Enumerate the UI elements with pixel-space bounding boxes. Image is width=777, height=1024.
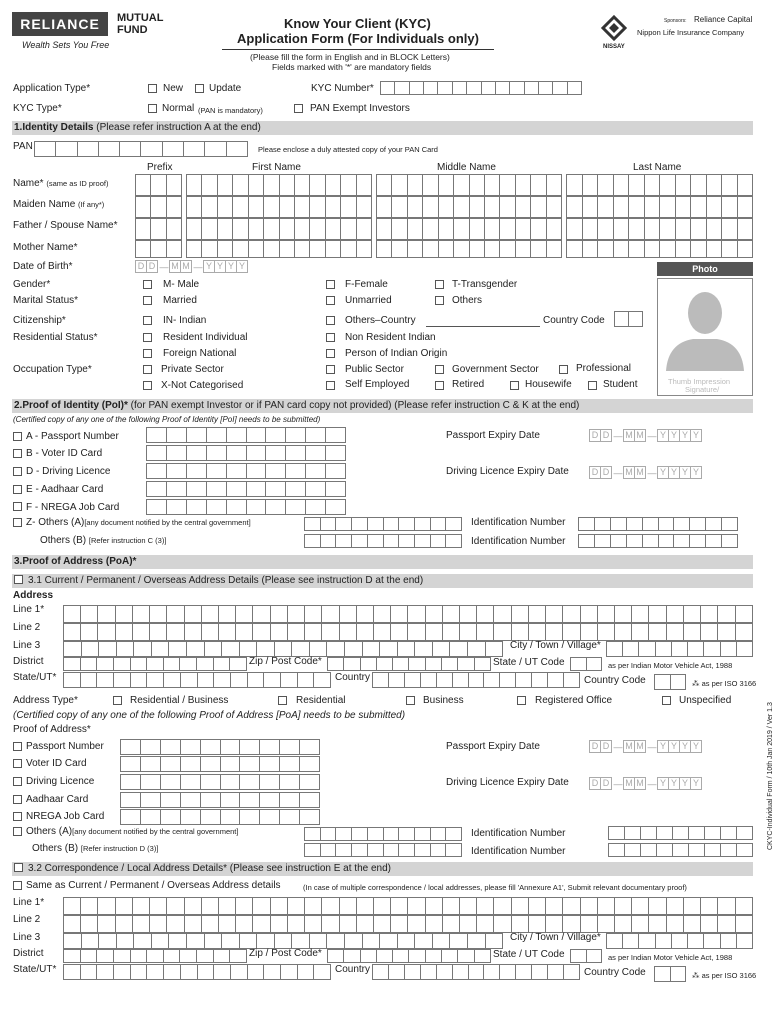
married-checkbox[interactable] [143,296,152,305]
poi-passport-input[interactable] [146,427,346,443]
poa-nrega-input[interactable] [120,809,320,825]
poa-id-number-2-label: Identification Number [471,846,566,857]
poa-dl-checkbox[interactable] [13,777,22,786]
retired-checkbox[interactable] [435,381,444,390]
poi-dl-m1: M [623,466,635,479]
public-sector-label: Public Sector [345,364,404,375]
residential-label: Residential Status* [13,332,98,343]
res-bus-checkbox[interactable] [113,696,122,705]
signature-text: Signature/ [685,385,720,394]
poi-dl-y1: Y [657,466,669,479]
female-label: F-Female [345,279,388,290]
maiden-label-text: Maiden Name [13,199,76,210]
iso-note-text: as per ISO 3166 [701,679,757,688]
poi-others-b-note: [Refer instruction C (3)] [88,536,167,545]
poi-dl-label: D - Driving Licence [26,466,111,477]
reg-office-checkbox[interactable] [517,696,526,705]
kyc-number-label: KYC Number* [311,83,374,94]
father-last-input[interactable] [566,218,753,240]
state-label: State/UT* [13,672,57,683]
res-label: Residential [296,695,346,706]
poa-label: Proof of Address* [13,724,91,735]
new-label: New [163,83,184,94]
others-country-checkbox[interactable] [326,316,335,325]
poi-dl-d1: D [589,466,601,479]
poi-dl-expiry-label: Driving Licence Expiry Date [446,466,569,477]
nri-label: Non Resident Indian [345,332,436,343]
poi-others-a-input[interactable] [304,517,462,531]
dob-m1: M [169,260,181,273]
poa-passport-expiry-label: Passport Expiry Date [446,741,540,752]
poi-passport-expiry-label: Passport Expiry Date [446,430,540,441]
poa-pp-y3: Y [679,740,691,753]
state-input[interactable] [63,672,331,688]
districtb-label: District [13,948,44,959]
stateb-label: State/UT* [13,964,57,975]
section-1-header [12,121,753,135]
poa-voter-label: Voter ID Card [26,758,87,769]
dob-y3: Y [225,260,237,273]
poa-pp-m2: M [634,740,646,753]
first-name-header: First Name [252,162,301,173]
public-sector-checkbox[interactable] [326,365,335,374]
poi-pp-d1: D [589,429,601,442]
line3-input[interactable] [63,641,503,657]
poi-dl-d2: D [600,466,612,479]
line2b-label: Line 2 [13,914,41,925]
father-label: Father / Spouse Name* [13,220,118,231]
poi-others-a-checkbox[interactable] [13,518,22,527]
unmarried-checkbox[interactable] [326,296,335,305]
maiden-note: (If any*) [78,200,105,209]
reg-office-label: Registered Office [535,695,613,706]
state-ut-codeb-input[interactable] [570,949,602,963]
occupation-label: Occupation Type* [13,364,92,375]
self-employed-checkbox[interactable] [326,381,335,390]
res-checkbox[interactable] [278,696,287,705]
line3-label: Line 3 [13,640,41,651]
poi-id-number-label: Identification Number [471,517,566,528]
poa-dl-y3: Y [679,777,691,790]
country-codeb-label: Country Code [584,967,646,978]
zip-label: Zip / Post Code* [249,656,322,667]
iso-note: ⁂ as per ISO 3166 [692,679,757,688]
pan-input[interactable] [34,141,248,157]
male-checkbox[interactable] [143,280,152,289]
poi-others-b-input[interactable] [304,534,462,548]
dob-d1: D [135,260,147,273]
poa-others-b-label [32,843,158,855]
housewife-checkbox[interactable] [510,381,519,390]
foreign-national-checkbox[interactable] [143,349,152,358]
x-not-categorised-label: X-Not Categorised [161,380,244,391]
stateb-input[interactable] [63,964,331,980]
nri-checkbox[interactable] [326,333,335,342]
citizenship-country-code-input[interactable] [614,311,643,327]
name-note: (same as ID proof) [46,179,109,188]
mother-middle-input[interactable] [376,240,562,258]
poa-passport-expiry-input[interactable]: D D — M M — Y Y Y Y [590,740,702,753]
citizenship-label: Citizenship* [13,315,66,326]
section-3-title: 3.Proof of Address (PoA)* [14,556,137,567]
indian-checkbox[interactable] [143,316,152,325]
unspecified-label: Unspecified [679,695,732,706]
same-as-checkbox[interactable] [13,881,22,890]
poi-passport-label: A - Passport Number [26,431,119,442]
indian-label: IN- Indian [163,315,207,326]
poa-others-a-input[interactable] [304,827,462,841]
pio-checkbox[interactable] [326,349,335,358]
poa-nrega-checkbox[interactable] [13,812,22,821]
sponsor-2: Nippon Life Insurance Company [637,28,745,37]
normal-note: (PAN is mandatory) [198,106,263,115]
poi-pp-y3: Y [679,429,691,442]
state-ut-code-label: State / UT Code [493,657,565,668]
tagline: Wealth Sets You Free [22,40,110,50]
retired-label: Retired [452,379,485,390]
resident-individual-checkbox[interactable] [143,333,152,342]
poa-pp-d2: D [600,740,612,753]
poa-aadhaar-checkbox[interactable] [13,795,22,804]
zipb-label: Zip / Post Code* [249,948,322,959]
sub32-title: 3.2 Correspondence / Local Address Details* (Please see instruction E at the end) [28,863,391,874]
cityb-label: City / Town / Village* [510,932,601,943]
same-as-label: Same as Current / Permanent / Overseas Address details [26,880,281,891]
poa-pp-d1: D [589,740,601,753]
poa-id-number-2-input[interactable] [608,843,753,857]
country-label: Country [335,672,371,683]
poi-dl-y2: Y [668,466,680,479]
pan-note: Please enclose a duly attested copy of your PAN Card [258,145,438,154]
country-code-label: Country Code [543,315,605,326]
isob-note: ⁂ as per ISO 3166 [692,971,757,980]
name-middle-input[interactable] [376,174,562,196]
section-3-2-header [12,862,753,876]
line3b-label: Line 3 [13,932,41,943]
district-label: District [13,656,44,667]
poi-id-number-2-label: Identification Number [471,536,566,547]
name-first-input[interactable] [186,174,372,196]
nissay-text: NISSAY [603,44,625,50]
unspecified-checkbox[interactable] [662,696,671,705]
name-label-text: Name* [13,178,44,189]
city-input[interactable] [606,641,753,657]
poa-id-number-input[interactable] [608,826,753,840]
district-input[interactable] [63,657,247,671]
same-as-note: (In case of multiple correspondence / local addresses, please fill 'Annexure A1', Submit relevant documentary proof) [303,883,687,892]
poa-others-b-input[interactable] [304,843,462,857]
line1-label: Line 1* [13,604,45,615]
section-3-header [12,555,753,569]
poa-voter-checkbox[interactable] [13,759,22,768]
poa-others-a-label [26,826,238,838]
poa-passport-input[interactable] [120,739,320,755]
poa-dl-input[interactable] [120,774,320,790]
poi-voter-input[interactable] [146,445,346,461]
line2-label: Line 2 [13,622,41,633]
dob-m2: M [180,260,192,273]
dob-d2: D [146,260,158,273]
poi-pp-y1: Y [657,429,669,442]
maiden-prefix-input[interactable] [135,196,182,218]
section-1-note: (Please refer instruction A at the end) [96,122,261,133]
name-prefix-input[interactable] [135,174,182,196]
maiden-first-input[interactable] [186,196,372,218]
poi-dl-checkbox[interactable] [13,467,22,476]
poi-dl-expiry-input[interactable]: D D — M M — Y Y Y Y [590,466,702,479]
cityb-input[interactable] [606,933,753,949]
poa-others-a-note: [any document notified by the central government] [72,827,239,836]
zip-input[interactable] [327,657,491,671]
poa-passport-label: Passport Number [26,741,104,752]
resident-individual-label: Resident Individual [163,332,248,343]
maiden-last-input[interactable] [566,196,753,218]
isob-note-text: as per ISO 3166 [701,971,757,980]
dob-input[interactable]: D D — M M — Y Y Y Y [136,260,248,273]
poa-dl-label: Driving Licence [26,776,95,787]
line1-input[interactable] [63,605,753,623]
line1b-label: Line 1* [13,897,45,908]
sub32-checkbox[interactable] [14,863,23,872]
professional-checkbox[interactable] [559,365,568,374]
country-codeb-input[interactable] [654,966,686,982]
mother-label: Mother Name* [13,242,78,253]
line1b-input[interactable] [63,897,753,915]
private-sector-label: Private Sector [161,364,224,375]
form-note-1: (Please fill the form in English and in BLOCK Letters) [250,52,450,62]
transgender-checkbox[interactable] [435,280,444,289]
poi-dl-m2: M [634,466,646,479]
poi-nrega-checkbox[interactable] [13,502,22,511]
res-bus-label: Residential / Business [130,695,229,706]
poi-cert-note: (Certified copy of any one of the following Proof of Identity [PoI] needs to be submitted) [13,415,321,424]
addr-type-label: Address Type* [13,695,78,706]
sponsor-label: Sponsors: [664,18,687,24]
poi-others-b-text: Others (B) [40,535,87,546]
foreign-national-label: Foreign National [163,348,237,359]
poi-passport-expiry-input[interactable]: D D — M M — Y Y Y Y [590,429,702,442]
poi-nrega-input[interactable] [146,499,346,515]
country-code-label: Country Code [584,675,646,686]
pan-exempt-label: PAN Exempt Investors [310,103,410,114]
poa-dl-d2: D [600,777,612,790]
kyc-type-label: KYC Type* [13,103,62,114]
bus-checkbox[interactable] [406,696,415,705]
student-checkbox[interactable] [588,381,597,390]
prefix-header: Prefix [147,162,173,173]
sub31-title: 3.1 Current / Permanent / Overseas Address Details (Please see instruction D at the end) [28,575,424,586]
poa-pp-y2: Y [668,740,680,753]
poi-aadhaar-checkbox[interactable] [13,485,22,494]
poi-others-a-text: Z- Others (A) [26,517,85,528]
poi-others-a-note: [any document notified by the central government] [84,518,251,527]
new-checkbox[interactable] [148,84,157,93]
maiden-middle-input[interactable] [376,196,562,218]
housewife-label: Housewife [525,379,572,390]
poa-dl-m2: M [634,777,646,790]
address-label: Address [13,590,54,601]
gender-label: Gender* [13,279,51,290]
others-country-label: Others–Country [345,315,416,326]
poi-voter-label: B - Voter ID Card [26,448,103,459]
poa-dl-d1: D [589,777,601,790]
poa-cert-note: (Certified copy of any one of the following Proof of Address [PoA] needs to be submitted) [13,710,406,721]
poa-aadhaar-input[interactable] [120,792,320,808]
poi-dl-y3: Y [679,466,691,479]
x-not-categorised-checkbox[interactable] [143,381,152,390]
marital-others-checkbox[interactable] [435,296,444,305]
married-label: Married [163,295,197,306]
poa-passport-checkbox[interactable] [13,742,22,751]
state-ut-codeb-label: State / UT Code [493,949,565,960]
student-label: Student [603,379,638,390]
section-2-header [12,399,753,413]
kyc-number-input[interactable] [380,81,582,95]
govt-sector-label: Government Sector [452,364,539,375]
marital-others-label: Others [452,295,483,306]
update-checkbox[interactable] [195,84,204,93]
app-type-label: Application Type* [13,83,91,94]
nissay-icon [602,16,626,40]
poi-aadhaar-label: E - Aadhaar Card [26,484,104,495]
private-sector-checkbox[interactable] [143,365,152,374]
poa-aadhaar-label: Aadhaar Card [26,794,89,805]
female-checkbox[interactable] [326,280,335,289]
poi-passport-checkbox[interactable] [13,432,22,441]
poa-voter-input[interactable] [120,756,320,772]
father-prefix-input[interactable] [135,218,182,240]
logo-sub: MUTUAL FUND [117,12,164,36]
countryb-input[interactable] [372,964,580,980]
mv-actb-note: as per Indian Motor Vehicle Act, 1988 [608,953,733,962]
poa-others-b-text: Others (B) [32,843,79,854]
poi-dl-y4: Y [690,466,702,479]
self-employed-label: Self Employed [345,379,410,390]
poi-id-number-input[interactable] [578,517,738,531]
update-label: Update [209,83,242,94]
last-name-header: Last Name [633,162,682,173]
normal-checkbox[interactable] [148,104,157,113]
poa-dl-y1: Y [657,777,669,790]
mv-act-note: as per Indian Motor Vehicle Act, 1988 [608,661,733,670]
line2-input[interactable] [63,623,753,641]
pan-exempt-checkbox[interactable] [294,104,303,113]
line3b-input[interactable] [63,933,503,949]
poi-pp-m1: M [623,429,635,442]
poi-pp-d2: D [600,429,612,442]
poi-aadhaar-input[interactable] [146,481,346,497]
section-1-title: 1.Identity Details [14,122,94,133]
transgender-label: T-Transgender [452,279,518,290]
reliance-logo: RELIANCE [12,12,108,36]
name-label [13,178,108,190]
form-title-2: Application Form (For Individuals only) [237,31,479,46]
pio-label: Person of Indian Origin [345,348,448,359]
normal-label: Normal [162,103,195,114]
thumb-impression-text: Thumb Impression [668,377,731,386]
section-2-note: (for PAN exempt Investor or if PAN card copy not provided) (Please refer instruction C & K at the end) [130,400,580,411]
mother-first-input[interactable] [186,240,372,258]
section-2-title: 2.Proof of Identity (PoI)* [14,400,128,411]
state-ut-code-input[interactable] [570,657,602,671]
city-label: City / Town / Village* [510,640,601,651]
others-country-input[interactable] [426,326,540,327]
father-first-input[interactable] [186,218,372,240]
poi-dl-input[interactable] [146,463,346,479]
poa-dl-expiry-label: Driving Licence Expiry Date [446,777,569,788]
poi-pp-y2: Y [668,429,680,442]
poi-pp-y4: Y [690,429,702,442]
line2b-input[interactable] [63,915,753,933]
poa-others-a-checkbox[interactable] [13,827,22,836]
poa-others-a-text: Others (A) [26,826,73,837]
poi-nrega-label: F - NREGA Job Card [26,502,120,513]
title-rule [222,49,494,50]
govt-sector-checkbox[interactable] [435,365,444,374]
name-last-input[interactable] [566,174,753,196]
photo-header: Photo [657,262,753,276]
section-3-1-header [12,574,753,588]
middle-name-header: Middle Name [437,162,496,173]
poa-dl-y2: Y [668,777,680,790]
poa-pp-m1: M [623,740,635,753]
dob-y2: Y [214,260,226,273]
form-note-2: Fields marked with '*' are mandatory fields [272,62,432,72]
pan-label: PAN [13,141,33,152]
dob-y4: Y [236,260,248,273]
unmarried-label: Unmarried [345,295,392,306]
poa-dl-expiry-input[interactable]: D D — M M — Y Y Y Y [590,777,702,790]
country-input[interactable] [372,672,580,688]
person-silhouette-icon [658,283,752,375]
poa-nrega-label: NREGA Job Card [26,811,105,822]
poa-pp-y1: Y [657,740,669,753]
poa-dl-m1: M [623,777,635,790]
country-code-input[interactable] [654,674,686,690]
mother-last-input[interactable] [566,240,753,258]
sub31-checkbox[interactable] [14,575,23,584]
poa-dl-y4: Y [690,777,702,790]
poa-others-b-note: [Refer instruction D (3)] [80,844,159,853]
dob-y1: Y [203,260,215,273]
poi-others-a-label [26,517,251,529]
poi-id-number-2-input[interactable] [578,534,738,548]
poa-id-number-label: Identification Number [471,828,566,839]
mother-prefix-input[interactable] [135,240,182,258]
poa-pp-y4: Y [690,740,702,753]
marital-label: Marital Status* [13,295,79,306]
poi-others-b-label [40,535,166,547]
form-title-1: Know Your Client (KYC) [284,16,431,31]
male-label: M- Male [163,279,200,290]
father-middle-input[interactable] [376,218,562,240]
maiden-label [13,199,104,211]
photo-box[interactable] [657,278,753,396]
dob-label: Date of Birth* [13,261,73,272]
bus-label: Business [423,695,464,706]
zipb-input[interactable] [327,949,491,963]
side-version-text: CKYC-Individual Form / 10th Jan 2019 / Ver 1.3 [767,702,774,850]
poi-pp-m2: M [634,429,646,442]
countryb-label: Country [335,964,371,975]
sponsor-1: Reliance Capital [694,15,753,24]
districtb-input[interactable] [63,949,247,963]
poi-voter-checkbox[interactable] [13,449,22,458]
professional-label: Professional [576,363,632,374]
